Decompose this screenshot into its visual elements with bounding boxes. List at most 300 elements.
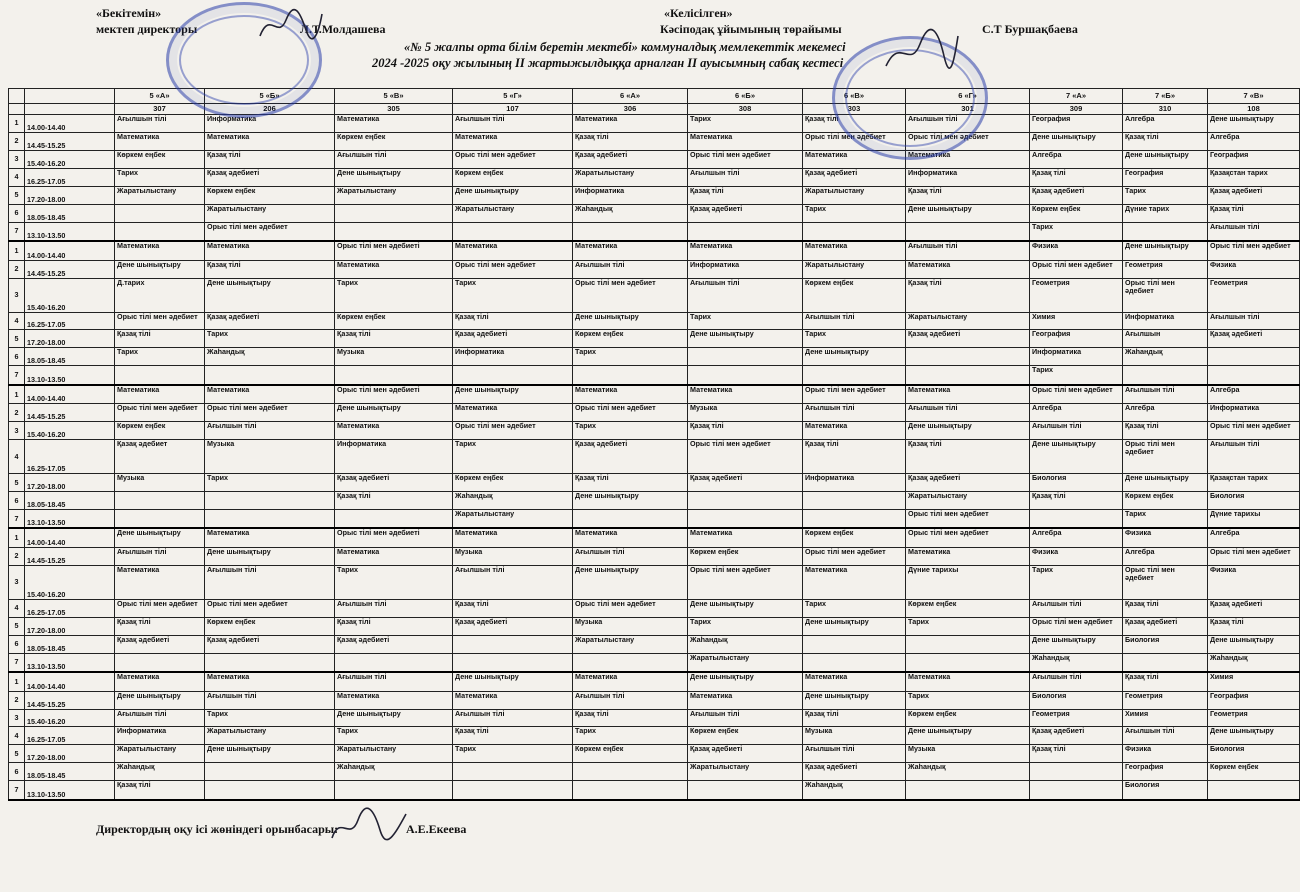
subject-cell: Ағылшын тілі xyxy=(688,709,803,727)
agreed-label: «Келісілген» xyxy=(664,6,733,20)
subject-cell xyxy=(803,510,906,529)
class-header: 6 «В» xyxy=(803,89,906,104)
lesson-time: 13.10-13.50 xyxy=(25,653,115,672)
subject-cell: Қазақ әдебиеті xyxy=(906,330,1030,348)
subject-cell: Биология xyxy=(1123,781,1208,800)
subject-cell: Алгебра xyxy=(1123,404,1208,422)
subject-cell xyxy=(335,204,453,222)
subject-cell: Орыс тілі мен әдебиеті xyxy=(335,528,453,547)
subject-cell: Математика xyxy=(115,565,205,599)
subject-cell: Көркем еңбек xyxy=(205,617,335,635)
subject-cell: География xyxy=(1030,115,1123,133)
subject-cell: Алгебра xyxy=(1030,528,1123,547)
subject-cell xyxy=(1208,348,1300,366)
subject-cell xyxy=(205,510,335,529)
subject-cell: Қазақ тілі xyxy=(1208,617,1300,635)
class-header: 5 «Б» xyxy=(205,89,335,104)
table-row xyxy=(9,691,1300,709)
subject-cell: Қазақ әдебиеті xyxy=(1123,617,1208,635)
lesson-time: 16.25-17.05 xyxy=(25,440,115,474)
lesson-time: 15.40-16.20 xyxy=(25,709,115,727)
table-row xyxy=(9,781,1300,800)
subject-cell: География xyxy=(1123,168,1208,186)
subject-cell: Қазақ әдебиеті xyxy=(1030,186,1123,204)
subject-cell: Биология xyxy=(1208,492,1300,510)
subject-cell: Музыка xyxy=(453,547,573,565)
subject-cell xyxy=(906,348,1030,366)
subject-cell: Қазақ тілі xyxy=(1123,422,1208,440)
subject-cell: Математика xyxy=(573,385,688,404)
subject-cell: Тарих xyxy=(335,727,453,745)
subject-cell: Музыка xyxy=(573,617,688,635)
lesson-number: 2 xyxy=(9,132,25,150)
subject-cell: Дене шынықтыру xyxy=(205,745,335,763)
table-row xyxy=(9,763,1300,781)
subject-cell: Орыс тілі мен әдебиет xyxy=(1030,260,1123,278)
subject-cell: Математика xyxy=(335,422,453,440)
subject-cell: Математика xyxy=(115,132,205,150)
table-row xyxy=(9,422,1300,440)
subject-cell: Жаратылыстану xyxy=(906,312,1030,330)
subject-cell: Қазақ әдебиет xyxy=(115,440,205,474)
subject-cell: Көркем еңбек xyxy=(205,186,335,204)
lesson-number: 4 xyxy=(9,168,25,186)
subject-cell: Дүние тарихы xyxy=(1208,510,1300,529)
room-number: 108 xyxy=(1208,104,1300,115)
subject-cell: Алгебра xyxy=(1208,132,1300,150)
subject-cell: Қазақ тілі xyxy=(335,617,453,635)
subject-cell: Жаһандық xyxy=(115,763,205,781)
subject-cell: Қазақ әдебиеті xyxy=(453,617,573,635)
subject-cell: Қазақ тілі xyxy=(688,422,803,440)
lesson-number: 1 xyxy=(9,115,25,133)
subject-cell: Математика xyxy=(688,528,803,547)
table-row xyxy=(9,366,1300,385)
subject-cell: Қазақ тілі xyxy=(573,709,688,727)
lesson-time: 13.10-13.50 xyxy=(25,781,115,800)
subject-cell: Қазақ әдебиеті xyxy=(115,635,205,653)
subject-cell: Тарих xyxy=(453,745,573,763)
schedule-table xyxy=(8,88,1300,801)
subject-cell xyxy=(688,781,803,800)
subject-cell: Тарих xyxy=(1030,366,1123,385)
table-row xyxy=(9,653,1300,672)
subject-cell: Орыс тілі мен әдебиет xyxy=(906,132,1030,150)
subject-cell: Информатика xyxy=(1030,348,1123,366)
subject-cell: Көркем еңбек xyxy=(115,150,205,168)
subject-cell: Дене шынықтыру xyxy=(688,672,803,691)
subject-cell xyxy=(803,635,906,653)
lesson-number: 3 xyxy=(9,422,25,440)
lesson-time: 18.05-18.45 xyxy=(25,635,115,653)
subject-cell: Көркем еңбек xyxy=(335,312,453,330)
lesson-time: 18.05-18.45 xyxy=(25,204,115,222)
room-number: 308 xyxy=(688,104,803,115)
subject-cell: Қазақ әдебиеті xyxy=(906,474,1030,492)
subject-cell: Қазақ тілі xyxy=(115,330,205,348)
lesson-number: 7 xyxy=(9,366,25,385)
room-number: 310 xyxy=(1123,104,1208,115)
subject-cell: Информатика xyxy=(1208,404,1300,422)
subject-cell: Информатика xyxy=(335,440,453,474)
subject-cell: Ағылшын тілі xyxy=(1208,222,1300,241)
lesson-time: 13.10-13.50 xyxy=(25,366,115,385)
subject-cell xyxy=(453,222,573,241)
subject-cell: Тарих xyxy=(453,278,573,312)
lesson-time: 13.10-13.50 xyxy=(25,510,115,529)
subject-cell: Дене шынықтыру xyxy=(803,348,906,366)
subject-cell: Математика xyxy=(906,260,1030,278)
subject-cell: Дене шынықтыру xyxy=(115,691,205,709)
subject-cell xyxy=(1030,781,1123,800)
deputy-name: А.Е.Екеева xyxy=(406,822,467,836)
document-title: «№ 5 жалпы орта білім беретін мектебі» коммуналдық мемлекеттік мекемесі xyxy=(404,40,846,54)
subject-cell: Химия xyxy=(1030,312,1123,330)
subject-cell: Жаратылыстану xyxy=(453,204,573,222)
subject-cell: Информатика xyxy=(205,115,335,133)
subject-cell: Қазақ тілі xyxy=(335,492,453,510)
subject-cell: Орыс тілі мен әдебиет xyxy=(688,565,803,599)
room-number: 307 xyxy=(115,104,205,115)
subject-cell: Тарих xyxy=(1123,510,1208,529)
lesson-number: 3 xyxy=(9,150,25,168)
subject-cell: Дене шынықтыру xyxy=(453,385,573,404)
subject-cell: Жаһандық xyxy=(803,781,906,800)
director-line: мектеп директоры xyxy=(96,22,198,36)
subject-cell: Қазақ тілі xyxy=(115,617,205,635)
subject-cell: Жаһандық xyxy=(906,763,1030,781)
subject-cell: Көркем еңбек xyxy=(1123,492,1208,510)
subject-cell: Математика xyxy=(688,691,803,709)
subject-cell: Математика xyxy=(453,404,573,422)
subject-cell: Тарих xyxy=(803,330,906,348)
subject-cell: Биология xyxy=(1208,745,1300,763)
subject-cell: Жаһандық xyxy=(453,492,573,510)
subject-cell: Дене шынықтыру xyxy=(573,492,688,510)
lesson-time: 14.00-14.40 xyxy=(25,385,115,404)
subject-cell: Геометрия xyxy=(1123,691,1208,709)
subject-cell: Геометрия xyxy=(1030,709,1123,727)
subject-cell: Жаратылыстану xyxy=(115,745,205,763)
subject-cell: Информатика xyxy=(1123,312,1208,330)
subject-cell: Жаратылыстану xyxy=(335,745,453,763)
subject-cell: Тарих xyxy=(1030,222,1123,241)
subject-cell: Математика xyxy=(573,528,688,547)
lesson-number: 1 xyxy=(9,672,25,691)
subject-cell: Орыс тілі мен әдебиет xyxy=(573,599,688,617)
subject-cell: Информатика xyxy=(688,260,803,278)
subject-cell: Қазақ тілі xyxy=(906,278,1030,312)
lesson-number: 7 xyxy=(9,781,25,800)
subject-cell: Математика xyxy=(115,385,205,404)
subject-cell: Ағылшын тілі xyxy=(205,691,335,709)
subject-cell: Математика xyxy=(115,672,205,691)
subject-cell: Тарих xyxy=(205,330,335,348)
subject-cell xyxy=(573,222,688,241)
subject-cell: Қазақ тілі xyxy=(335,330,453,348)
subject-cell: Ағылшын тілі xyxy=(906,241,1030,260)
subject-cell: Информатика xyxy=(115,727,205,745)
subject-cell: Физика xyxy=(1208,565,1300,599)
lesson-time: 14.00-14.40 xyxy=(25,528,115,547)
class-header: 5 «Г» xyxy=(453,89,573,104)
subject-cell: Дене шынықтыру xyxy=(573,312,688,330)
subject-cell: Жаратылыстану xyxy=(573,168,688,186)
subject-cell: Дене шынықтыру xyxy=(688,599,803,617)
lesson-number: 6 xyxy=(9,204,25,222)
subject-cell: Дене шынықтыру xyxy=(906,422,1030,440)
subject-cell: Дене шынықтыру xyxy=(335,168,453,186)
subject-cell: Алгебра xyxy=(1208,528,1300,547)
subject-cell xyxy=(205,366,335,385)
subject-cell: Дене шынықтыру xyxy=(906,204,1030,222)
subject-cell: Жаратылыстану xyxy=(205,727,335,745)
subject-cell: Қазақ тілі xyxy=(1123,599,1208,617)
lesson-time: 18.05-18.45 xyxy=(25,763,115,781)
class-header: 5 «В» xyxy=(335,89,453,104)
subject-cell: Математика xyxy=(906,150,1030,168)
subject-cell xyxy=(205,763,335,781)
lesson-number: 5 xyxy=(9,474,25,492)
table-row xyxy=(9,168,1300,186)
lesson-number: 2 xyxy=(9,404,25,422)
room-number: 306 xyxy=(573,104,688,115)
subject-cell xyxy=(115,653,205,672)
subject-cell: Орыс тілі мен әдебиет xyxy=(1208,241,1300,260)
approved-label: «Бекітемін» xyxy=(96,6,162,20)
subject-cell: Орыс тілі мен әдебиеті xyxy=(335,385,453,404)
table-row xyxy=(9,599,1300,617)
subject-cell: Орыс тілі мен әдебиет xyxy=(1123,440,1208,474)
subject-cell: Д.тарих xyxy=(115,278,205,312)
class-header: 6 «А» xyxy=(573,89,688,104)
schedule-body xyxy=(9,115,1300,801)
table-row xyxy=(9,278,1300,312)
subject-cell: Қазақ тілі xyxy=(1030,168,1123,186)
subject-cell: Жаратылыстану xyxy=(906,492,1030,510)
subject-cell: Орыс тілі мен әдебиет xyxy=(1030,385,1123,404)
table-row xyxy=(9,241,1300,260)
subject-cell: Тарих xyxy=(205,709,335,727)
subject-cell: Жаратылыстану xyxy=(335,186,453,204)
subject-cell: Дене шынықтыру xyxy=(573,565,688,599)
subject-cell: Математика xyxy=(453,132,573,150)
subject-cell: Көркем еңбек xyxy=(906,599,1030,617)
subject-cell: Математика xyxy=(335,691,453,709)
subject-cell: Орыс тілі мен әдебиеті xyxy=(335,241,453,260)
subject-cell: Ағылшын тілі xyxy=(803,312,906,330)
subject-cell: Биология xyxy=(1030,691,1123,709)
subject-cell: Биология xyxy=(1123,635,1208,653)
subject-cell xyxy=(906,653,1030,672)
subject-cell: Қазақ тілі xyxy=(906,186,1030,204)
subject-cell: Ағылшын тілі xyxy=(453,115,573,133)
subject-cell: Көркем еңбек xyxy=(453,168,573,186)
subject-cell: Қазақ әдебиеті xyxy=(688,204,803,222)
subject-cell: Орыс тілі мен әдебиет xyxy=(906,510,1030,529)
subject-cell xyxy=(205,781,335,800)
subject-cell: Музыка xyxy=(205,440,335,474)
lesson-time: 18.05-18.45 xyxy=(25,348,115,366)
class-header: 7 «Б» xyxy=(1123,89,1208,104)
lesson-time: 16.25-17.05 xyxy=(25,599,115,617)
subject-cell: Орыс тілі мен әдебиет xyxy=(453,260,573,278)
subject-cell: Жаратылыстану xyxy=(803,260,906,278)
subject-cell: Қазақстан тарих xyxy=(1208,168,1300,186)
subject-cell: Ағылшын тілі xyxy=(803,404,906,422)
class-header: 5 «А» xyxy=(115,89,205,104)
table-row xyxy=(9,330,1300,348)
subject-cell: Математика xyxy=(205,241,335,260)
subject-cell xyxy=(1208,781,1300,800)
subject-cell: Дене шынықтыру xyxy=(1208,635,1300,653)
subject-cell: Дене шынықтыру xyxy=(453,186,573,204)
lesson-number: 7 xyxy=(9,653,25,672)
lesson-number: 5 xyxy=(9,330,25,348)
subject-cell: Физика xyxy=(1123,745,1208,763)
subject-cell: Қазақстан тарих xyxy=(1208,474,1300,492)
subject-cell xyxy=(688,348,803,366)
lesson-number: 7 xyxy=(9,510,25,529)
subject-cell xyxy=(803,492,906,510)
union-signature xyxy=(880,26,960,76)
lesson-number: 4 xyxy=(9,440,25,474)
subject-cell: Қазақ тілі xyxy=(453,727,573,745)
subject-cell xyxy=(906,781,1030,800)
subject-cell: Дене шынықтыру xyxy=(335,709,453,727)
subject-cell: Алгебра xyxy=(1208,385,1300,404)
subject-cell xyxy=(115,204,205,222)
subject-cell: Химия xyxy=(1208,672,1300,691)
subject-cell: Ағылшын тілі xyxy=(1030,599,1123,617)
subject-cell: Көркем еңбек xyxy=(453,474,573,492)
subject-cell xyxy=(115,222,205,241)
lesson-time: 17.20-18.00 xyxy=(25,474,115,492)
subject-cell: Дене шынықтыру xyxy=(453,672,573,691)
subject-cell xyxy=(688,366,803,385)
subject-cell: Дене шынықтыру xyxy=(1123,474,1208,492)
subject-cell: Орыс тілі мен әдебиет xyxy=(573,404,688,422)
time-header xyxy=(25,89,115,104)
table-row xyxy=(9,617,1300,635)
subject-cell: Ағылшын тілі xyxy=(906,404,1030,422)
lesson-number: 4 xyxy=(9,599,25,617)
subject-cell: Ағылшын тілі xyxy=(1208,312,1300,330)
subject-cell: Жаһандық xyxy=(573,204,688,222)
subject-cell: Тарих xyxy=(688,617,803,635)
subject-cell: Дене шынықтыру xyxy=(803,691,906,709)
subject-cell xyxy=(335,510,453,529)
subject-cell: Көркем еңбек xyxy=(115,422,205,440)
lesson-number: 5 xyxy=(9,186,25,204)
subject-cell: Ағылшын тілі xyxy=(906,115,1030,133)
subject-cell: Қазақ тілі xyxy=(573,132,688,150)
subject-cell: География xyxy=(1208,150,1300,168)
subject-cell xyxy=(1208,366,1300,385)
table-row xyxy=(9,404,1300,422)
subject-cell: Геометрия xyxy=(1030,278,1123,312)
subject-cell: Ағылшын тілі xyxy=(688,278,803,312)
subject-cell: Алгебра xyxy=(1123,547,1208,565)
lesson-number: 2 xyxy=(9,547,25,565)
subject-cell: Жаратылыстану xyxy=(115,186,205,204)
time-header xyxy=(25,104,115,115)
subject-cell: Көркем еңбек xyxy=(803,278,906,312)
subject-cell: Математика xyxy=(688,132,803,150)
subject-cell: Орыс тілі мен әдебиет xyxy=(1123,565,1208,599)
subject-cell: Математика xyxy=(205,385,335,404)
subject-cell: Ағылшын тілі xyxy=(1208,440,1300,474)
subject-cell: Дене шынықтыру xyxy=(688,330,803,348)
subject-cell: Геометрия xyxy=(1208,709,1300,727)
subject-cell xyxy=(1123,653,1208,672)
subject-cell: Музыка xyxy=(803,727,906,745)
subject-cell: Ағылшын тілі xyxy=(335,599,453,617)
lesson-number: 3 xyxy=(9,278,25,312)
subject-cell: Информатика xyxy=(803,474,906,492)
subject-cell: Дене шынықтыру xyxy=(205,547,335,565)
lesson-number: 4 xyxy=(9,312,25,330)
subject-cell: Тарих xyxy=(205,474,335,492)
subject-cell: Орыс тілі мен әдебиет xyxy=(115,312,205,330)
subject-cell: Дене шынықтыру xyxy=(803,617,906,635)
subject-cell: Тарих xyxy=(803,599,906,617)
subject-cell: Тарих xyxy=(335,278,453,312)
subject-cell: Орыс тілі мен әдебиет xyxy=(1208,422,1300,440)
subject-cell xyxy=(205,492,335,510)
subject-cell: Орыс тілі мен әдебиет xyxy=(115,599,205,617)
subject-cell: Дене шынықтыру xyxy=(115,260,205,278)
subject-cell: Математика xyxy=(803,565,906,599)
subject-cell xyxy=(453,781,573,800)
lesson-time: 15.40-16.20 xyxy=(25,278,115,312)
subject-cell: Қазақ әдебиеті xyxy=(803,763,906,781)
director-name: Л.Т.Молдашева xyxy=(300,22,386,36)
table-row xyxy=(9,709,1300,727)
subject-cell: Математика xyxy=(906,385,1030,404)
table-row xyxy=(9,745,1300,763)
subject-cell: Дене шынықтыру xyxy=(205,278,335,312)
subject-cell: Қазақ тілі xyxy=(205,260,335,278)
subject-cell: Математика xyxy=(335,260,453,278)
subject-cell: Орыс тілі мен әдебиет xyxy=(205,599,335,617)
subject-cell: Жаһандық xyxy=(1123,348,1208,366)
subject-cell: Жаратылыстану xyxy=(688,763,803,781)
class-header: 7 «В» xyxy=(1208,89,1300,104)
subject-cell: Математика xyxy=(688,241,803,260)
subject-cell xyxy=(205,653,335,672)
subject-cell: Математика xyxy=(803,672,906,691)
subject-cell: Математика xyxy=(573,241,688,260)
lesson-number: 6 xyxy=(9,492,25,510)
document-subtitle: 2024 -2025 оқу жылының ІІ жартыжылдыққа арналған ІІ ауысымның сабақ кестесі xyxy=(372,56,844,70)
subject-cell: Қазақ тілі xyxy=(1123,132,1208,150)
subject-cell: Қазақ әдебиеті xyxy=(205,312,335,330)
subject-cell: Қазақ әдебиеті xyxy=(1030,727,1123,745)
subject-cell xyxy=(335,781,453,800)
subject-cell xyxy=(115,366,205,385)
subject-cell: Ағылшын тілі xyxy=(115,115,205,133)
subject-cell: Қазақ әдебиеті xyxy=(335,474,453,492)
subject-cell: Алгебра xyxy=(1030,404,1123,422)
subject-cell: Тарих xyxy=(1123,186,1208,204)
subject-cell: Көркем еңбек xyxy=(688,727,803,745)
table-row xyxy=(9,150,1300,168)
subject-cell: Орыс тілі мен әдебиет xyxy=(803,132,906,150)
table-row xyxy=(9,186,1300,204)
subject-cell: Орыс тілі мен әдебиет xyxy=(803,547,906,565)
subject-cell: Математика xyxy=(573,672,688,691)
